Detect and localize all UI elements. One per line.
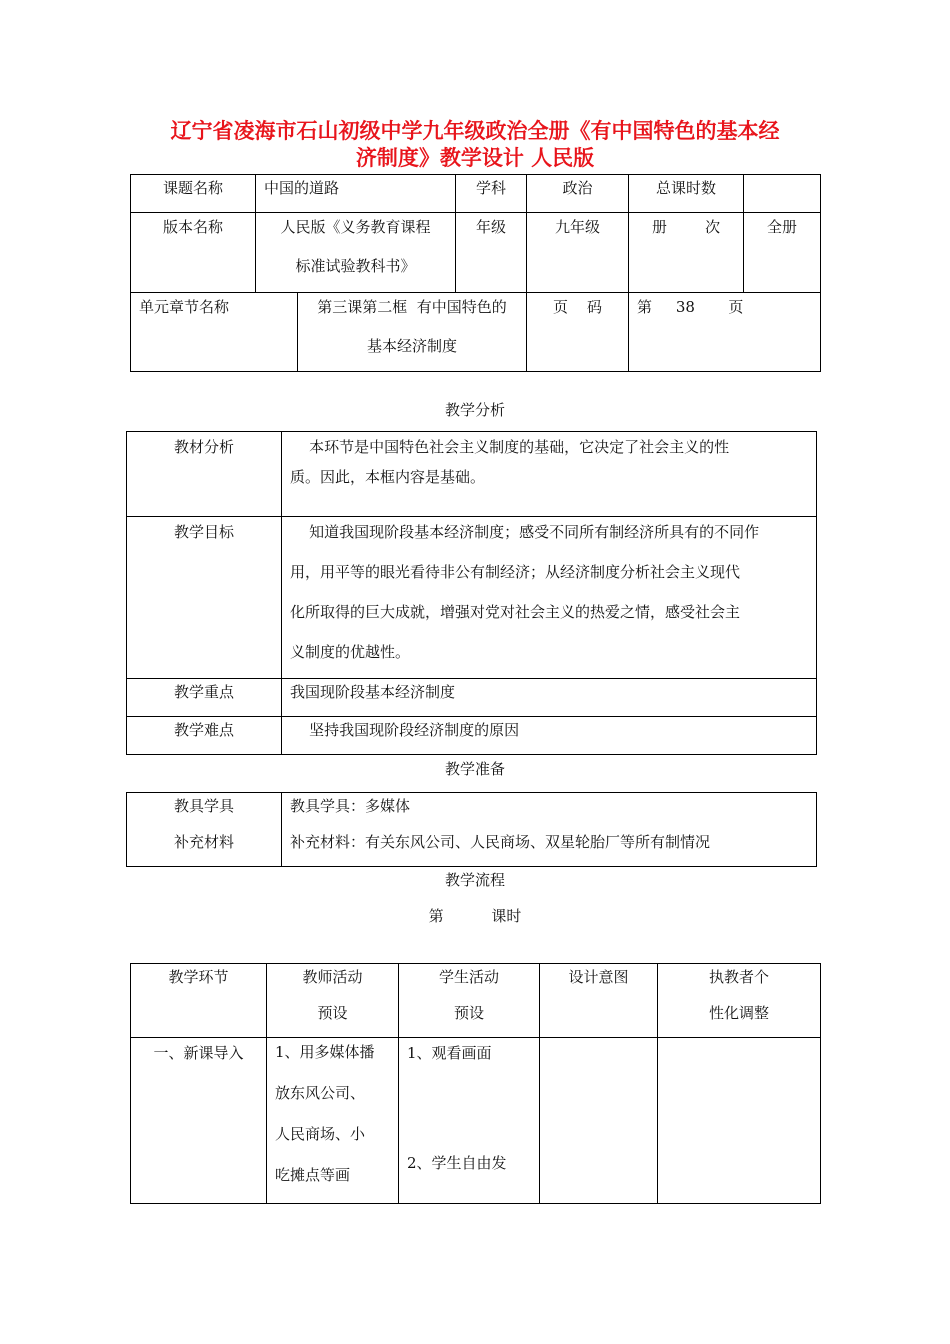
text-line: 吃摊点等画: [275, 1166, 351, 1184]
grade-value: 九年级: [527, 213, 629, 293]
subject-value: 政治: [527, 175, 629, 213]
page-value: 第 38 页: [629, 293, 821, 372]
analysis-heading: 教学分析: [444, 401, 505, 419]
flow-header-adjust-line-1: 执教者个: [708, 968, 769, 986]
key-point-text: 我国现阶段基本经济制度: [282, 679, 817, 717]
flow-header-student-line-1: 学生活动: [438, 968, 499, 986]
material-analysis-text: [282, 432, 817, 517]
flow-adjust-cell: [658, 1038, 821, 1204]
unit-value: [298, 293, 527, 372]
total-hours-label: 总课时数: [629, 175, 744, 213]
material-analysis-label: 教材分析: [127, 432, 282, 517]
edition-label: 版本名称: [131, 213, 256, 293]
key-point-label: 教学重点: [127, 679, 282, 717]
text-line: 放东风公司、: [275, 1084, 366, 1102]
flow-header-student-line-2: 预设: [453, 1004, 484, 1022]
prep-heading: 教学准备: [444, 760, 505, 778]
text-line: 用，用平等的眼光看待非公有制经济；从经济制度分析社会主义现代: [290, 563, 741, 581]
prep-value-line-1: 教具学具：多媒体: [290, 797, 411, 815]
flow-heading: 教学流程: [444, 871, 505, 889]
text-line: 1、观看画面: [407, 1044, 492, 1062]
course-info-table: [130, 174, 821, 372]
flow-step-intro: 一、新课导入: [131, 1038, 267, 1204]
teaching-goal-text: [282, 517, 817, 679]
analysis-table: [126, 431, 817, 755]
subject-label: 学科: [456, 175, 527, 213]
flow-header-adjust: [658, 964, 821, 1038]
difficulty-label: 教学难点: [127, 717, 282, 755]
edition-value: [256, 213, 456, 293]
prep-value: [282, 793, 817, 867]
flow-header-teacher-line-1: 教师活动: [302, 968, 363, 986]
flow-table: [130, 963, 821, 1204]
volume-value: 全册: [744, 213, 821, 293]
total-hours-value: [744, 175, 821, 213]
prep-label: [127, 793, 282, 867]
flow-header-teacher-line-2: 预设: [317, 1004, 348, 1022]
course-name-label: 课题名称: [131, 175, 256, 213]
title-line-1: 辽宁省凌海市石山初级中学九年级政治全册《有中国特色的基本经: [170, 119, 780, 143]
unit-value-line-1: 第三课第二框 有中国特色的: [317, 298, 507, 316]
text-line: 本环节是中国特色社会主义制度的基础，它决定了社会主义的性: [290, 438, 730, 456]
text-line: 质。因此，本框内容是基础。: [290, 468, 486, 486]
text-line: 化所取得的巨大成就，增强对党对社会主义的热爱之情，感受社会主: [290, 603, 741, 621]
difficulty-text: 坚持我国现阶段经济制度的原因: [282, 717, 817, 755]
flow-header-intent: 设计意图: [540, 964, 658, 1038]
unit-value-line-2: 基本经济制度: [367, 337, 458, 355]
edition-value-line-2: 标准试验教科书》: [295, 257, 416, 275]
flow-teacher-activity: [267, 1038, 399, 1204]
flow-header-teacher: [267, 964, 399, 1038]
flow-period: 第 课时: [428, 907, 522, 925]
flow-header-step: 教学环节: [131, 964, 267, 1038]
prep-label-line-1: 教具学具: [173, 797, 234, 815]
flow-header-adjust-line-2: 性化调整: [708, 1004, 769, 1022]
text-line: 1、用多媒体播: [275, 1043, 375, 1061]
flow-header-student: [399, 964, 540, 1038]
unit-label: 单元章节名称: [131, 293, 298, 372]
flow-intent-cell: [540, 1038, 658, 1204]
prep-table: [126, 792, 817, 867]
text-line: 知道我国现阶段基本经济制度；感受不同所有制经济所具有的不同作: [290, 523, 760, 541]
text-line: 人民商场、小: [275, 1125, 366, 1143]
prep-label-line-2: 补充材料: [173, 833, 234, 851]
title-line-2: 济制度》教学设计 人民版: [355, 146, 595, 170]
volume-label: 册 次: [629, 213, 744, 293]
grade-label: 年级: [456, 213, 527, 293]
text-line: 2、学生自由发: [407, 1154, 507, 1172]
prep-value-line-2: 补充材料：有关东风公司、人民商场、双星轮胎厂等所有制情况: [290, 833, 711, 851]
course-name-value: 中国的道路: [256, 175, 456, 213]
page-label: 页 码: [527, 293, 629, 372]
flow-student-activity: [399, 1038, 540, 1204]
text-line: 义制度的优越性。: [290, 643, 411, 661]
teaching-goal-label: 教学目标: [127, 517, 282, 679]
edition-value-line-1: 人民版《义务教育课程: [280, 218, 431, 236]
